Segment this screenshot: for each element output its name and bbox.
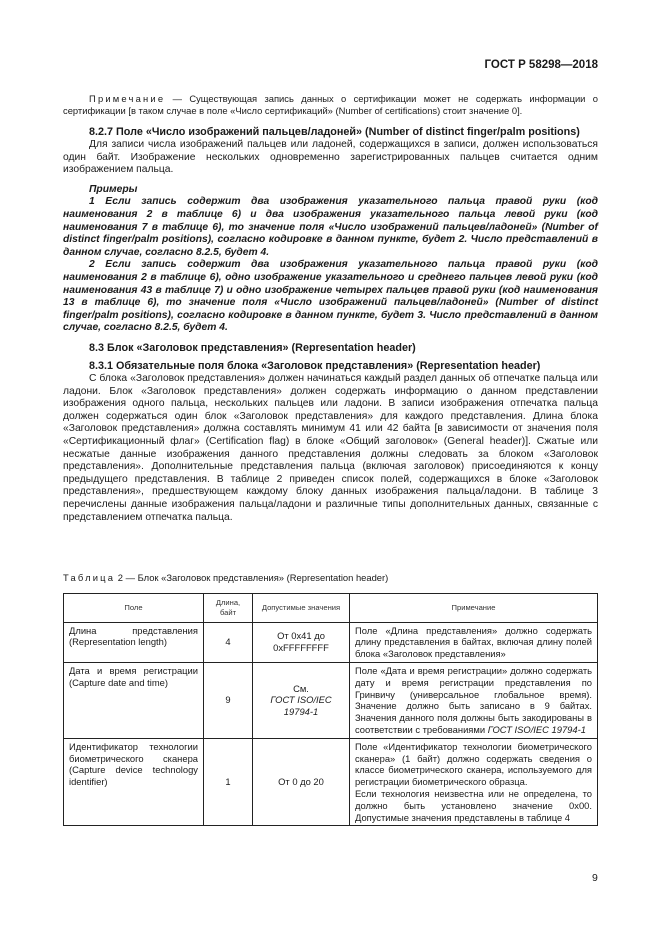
column-header: Примечание: [350, 593, 598, 622]
values-cell: От 0 до 20: [253, 738, 350, 826]
note-text: Поле «Идентификатор технологии биометрического сканера» (1 байт) должно содержать сведения о классе биометрического сканера, используемого для регистрации биометрического образца.: [355, 740, 592, 788]
table-2: [63, 572, 598, 826]
values-cell: От 0x41 до 0xFFFFFFFF: [253, 622, 350, 662]
column-header: Длина, байт: [204, 593, 253, 622]
section-heading: 8.2.7 Поле «Число изображений пальцев/ладоней» (Number of distinct finger/palm positions): [89, 126, 580, 138]
table-row: [64, 622, 598, 662]
paragraph: С блока «Заголовок представления» должен начинаться каждый раздел данных об отпечатке пальца или ладони. Блок «Заголовок представления» должен содержать информацию о данном представлении изображения одного пальца, нескольких пальцев или ладони. В записи изображения отпечатка пальца должен содержаться один блок «Заголовок представления» для каждого представления. Длина блока «Заголовок представления» должна составлять минимум 41 или 42 байта [в зависимости от значения поля «Сертификационный флаг» (Certification flag) в блоке «Общий заголовок» (General header)]. Сжатые или несжатые данные изображения данного представления должны следовать за блоком «Заголовок представления». Дополнительные представления пальца (включая заголовок) присоединяются к концу предыдущего представления. В таблице 2 приведен список полей, содержащихся в блоке «Заголовок представления», предшествующем каждому блоку данных изображения пальца/ладони. В таблице 3 перечислены данные изображения пальца/ладони и различные типы дополнительных данных, связанные с представлением отпечатка пальца.: [63, 373, 598, 523]
values-ref: ГОСТ ISO/IEC 19794-1: [270, 694, 332, 718]
values-prefix: См.: [293, 682, 309, 694]
field-cell: Длина представления (Representation length): [64, 622, 204, 662]
table-header-row: [64, 593, 598, 622]
table-row: [64, 662, 598, 738]
values-cell: [253, 662, 350, 738]
subsection-heading: 8.3.1 Обязательные поля блока «Заголовок представления» (Representation header): [89, 360, 541, 372]
note-text: — Существующая запись данных о сертификации может не содержать информации о сертификации [в таком случае в поле «Число сертификаций» (Number of certifications) стоит значение 0].: [63, 93, 598, 117]
note-ref: ГОСТ ISO/IEC 19794-1: [487, 723, 586, 735]
page-number: 9: [592, 872, 598, 884]
length-cell: 1: [204, 738, 253, 826]
column-header: Поле: [64, 593, 204, 622]
field-cell: Дата и время регистрации (Capture date and time): [64, 662, 204, 738]
note-cell: [350, 738, 598, 826]
length-cell: 4: [204, 622, 253, 662]
section-8-3: [63, 342, 598, 524]
examples-label: Примеры: [89, 183, 138, 195]
paragraph: Для записи числа изображений пальцев или ладоней, содержащихся в записи, должен использоваться один байт. Изображение нескольких одновременно зарегистрированных пальцев считается одним изображением пальца.: [63, 139, 598, 176]
example-2: 2 Если запись содержит два изображения указательного пальца правой руки (код наименования 2 в таблице 6), одно изображение указательного и среднего пальцев левой руки (код наименования 43 в таблице 7) и одно изображение четырех пальцев правой руки (код наименования 13 в таблице 6), то значение поля «Число изображений пальцев/ладоней» (Number of distinct finger/palm positions), согласно кодировке в данном пункте, будет 3. Число представлений в данном случае, согласно 8.2.5, будет 4.: [63, 259, 598, 334]
section-8-2-7: [63, 126, 598, 335]
length-cell: 9: [204, 662, 253, 738]
caption-text: 2 — Блок «Заголовок представления» (Representation header): [115, 572, 389, 583]
field-cell: Идентификатор технологии биометрического сканера (Capture device technology identifier): [64, 738, 204, 826]
section-heading: 8.3 Блок «Заголовок представления» (Representation header): [89, 342, 416, 354]
note-label: Примечание: [89, 93, 166, 104]
table-caption: [63, 572, 598, 585]
note-cell: [350, 662, 598, 738]
note-text-2: Если технология неизвестна или не определена, то должно быть установлено значение 0x00. Допустимые значения представлены в таблице 4: [355, 787, 592, 823]
note: [63, 93, 598, 117]
note-text: Поле «Дата и время регистрации» должно содержать дату и время регистрации представления по Гринвичу (универсальное глобальное время). Значение должно быть записано в 9 байтах. Значения данного поля должны быть закодированы в соответствии с требованиями: [355, 664, 592, 735]
column-header: Допустимые значения: [253, 593, 350, 622]
note-cell: Поле «Длина представления» должно содержать длину представления в байтах, включая длину полей блока «Заголовок представления»: [350, 622, 598, 662]
document-id: ГОСТ Р 58298—2018: [484, 59, 598, 71]
caption-label: Таблица: [63, 572, 116, 583]
table: [63, 593, 598, 827]
table-row: [64, 738, 598, 826]
example-1: 1 Если запись содержит два изображения указательного пальца правой руки (код наименования 2 в таблице 6) и два изображения указательного пальца левой руки (код наименования 7 в таблице 6), то значение поля «Число изображений пальцев/ладоней» (Number of distinct finger/palm positions), согласно кодировке в данном пункте, будет 2. Число представлений в данном случае, согласно 8.2.5, будет 4.: [63, 196, 598, 258]
